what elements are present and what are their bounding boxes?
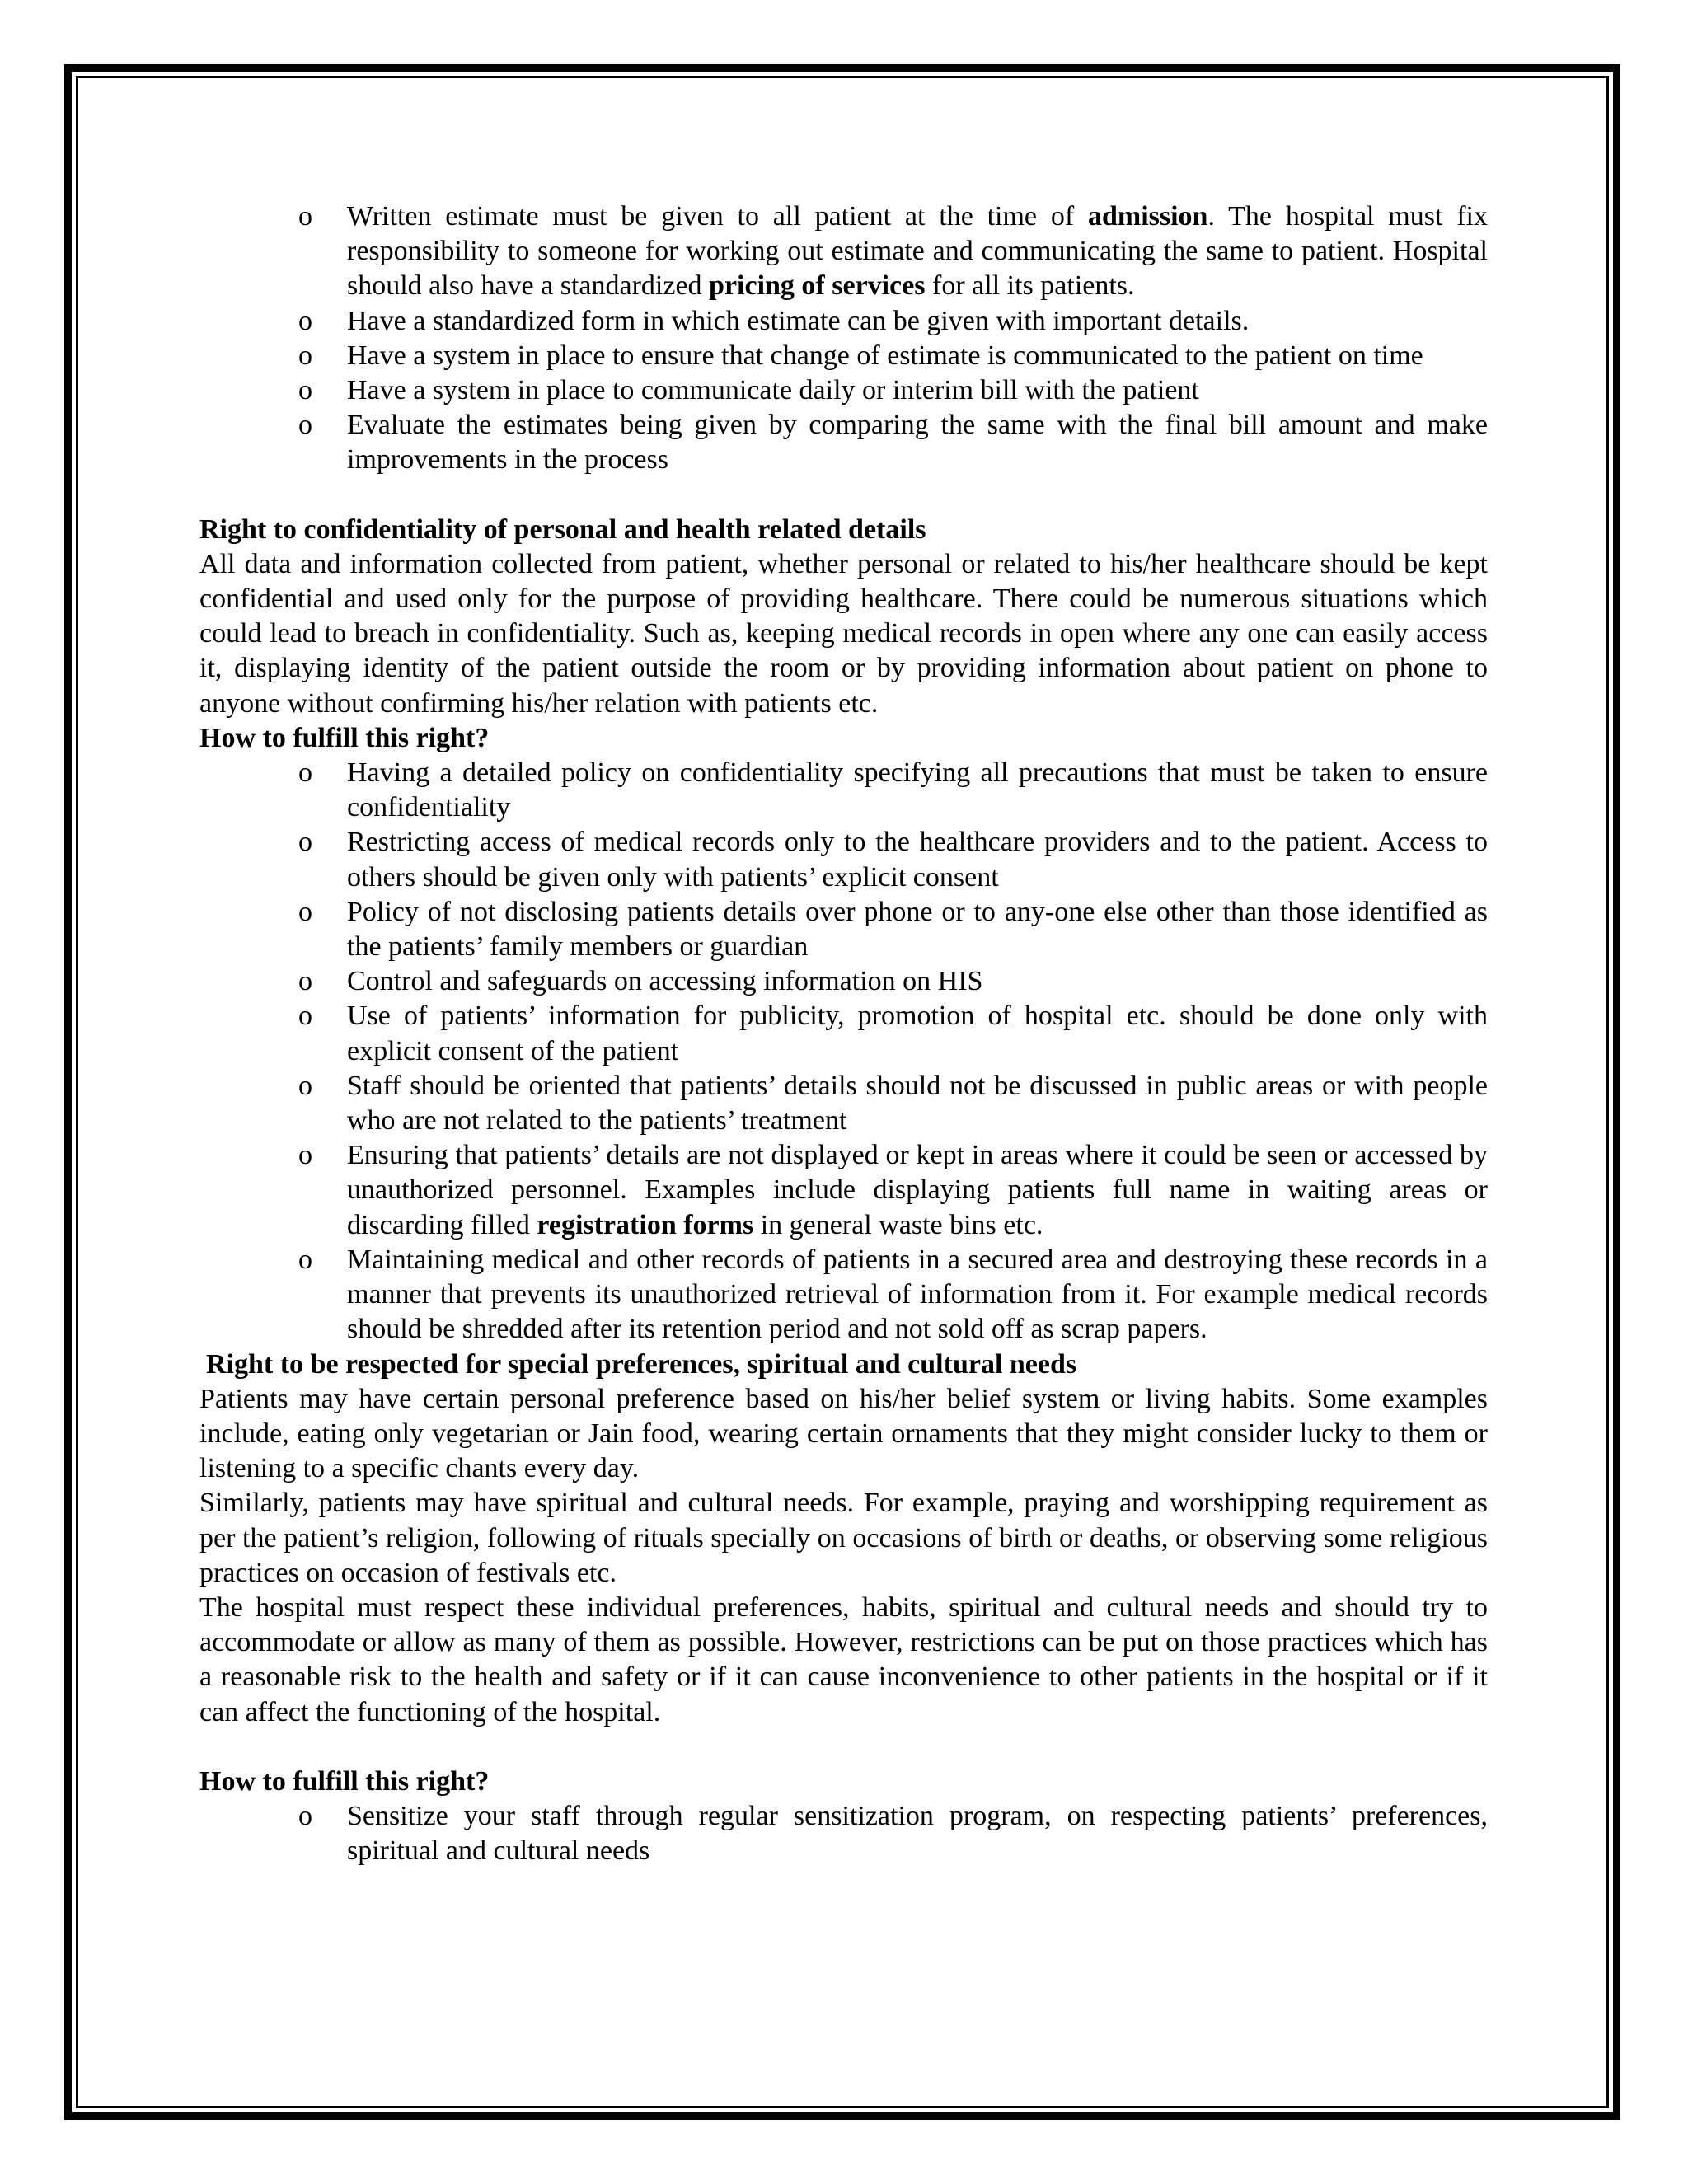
list-item: o Sensitize your staff through regular sensitization program, on respecting patients’ preferences, spiritual and cultural needs xyxy=(298,1800,1488,1867)
preferences-list xyxy=(199,1799,1488,1868)
bullet-icon: o xyxy=(298,1800,312,1831)
list-item: o Policy of not disclosing patients details over phone or to any-one else other than those identified as the patients’ family members or guardian xyxy=(298,896,1488,963)
bullet-icon: o xyxy=(298,1140,312,1171)
section-paragraph: Patients may have certain personal preference based on his/her belief system or living habits. Some examples include, eating only vegetarian or Jain food, wearing certain ornaments that they might consider lucky to them or listening to a specific chants every day. xyxy=(199,1383,1488,1484)
section-heading-preferences: Right to be respected for special preferences, spiritual and cultural needs xyxy=(206,1348,1077,1380)
section-paragraph: Similarly, patients may have spiritual and cultural needs. For example, praying and worshipping requirement as per the patient’s religion, following of rituals specially on occasions of birth or deaths, or observing some religious practices on occasion of festivals etc. xyxy=(199,1488,1488,1588)
spacer xyxy=(199,1730,1488,1765)
spacer xyxy=(199,478,1488,513)
list-item: o Have a standardized form in which estimate can be given with important details. xyxy=(199,304,1488,339)
bullet-icon: o xyxy=(298,410,312,441)
list-item: o Ensuring that patients’ details are not displayed or kept in areas where it could be seen or accessed by unauthorized personnel. Examples include displaying patients full name in waiting areas or discarding filled registration forms in general waste bins etc. xyxy=(298,1140,1488,1240)
list-item: o Having a detailed policy on confidentiality specifying all precautions that must be taken to ensure confidentiality xyxy=(298,757,1488,823)
bullet-icon: o xyxy=(298,305,312,336)
section-heading-confidentiality: Right to confidentiality of personal and health related details xyxy=(199,513,926,545)
list-item: o Staff should be oriented that patients’ details should not be discussed in public areas or with people who are not related to the patients’ treatment xyxy=(298,1070,1488,1137)
section-paragraph: The hospital must respect these individual preferences, habits, spiritual and cultural needs and should try to accommodate or allow as many of them as possible. However, restrictions can be put on those practices which has a reasonable risk to the health and safety or if it can cause inconvenience to other patients in the hospital or if it can affect the functioning of the hospital. xyxy=(199,1591,1488,1727)
bullet-icon: o xyxy=(298,1070,312,1101)
list-item: o Maintaining medical and other records of patients in a secured area and destroying these records in a manner that prevents its unauthorized retrieval of information from it. For example medical records should be shredded after its retention period and not sold off as scrap papers. xyxy=(298,1244,1488,1345)
document-body xyxy=(199,199,1488,1868)
list-item: o Have a system in place to ensure that change of estimate is communicated to the patient on time xyxy=(199,339,1488,373)
section-paragraph: All data and information collected from patient, whether personal or related to his/her healthcare should be kept confidential and used only for the purpose of providing healthcare. There could be numerous situations which could lead to breach in confidentiality. Such as, keeping medical records in open where any one can easily access it, displaying identity of the patient outside the room or by providing information about patient on phone to anyone without confirming his/her relation with patients etc. xyxy=(199,548,1488,719)
bullet-icon: o xyxy=(298,966,312,997)
list-item: o Written estimate must be given to all patient at the time of admission. The hospital must fix responsibility to someone for working out estimate and communicating the same to patient. Hospital should also have a standardized pricing of services for all its patients. xyxy=(298,201,1488,302)
howto-heading: How to fulfill this right? xyxy=(199,1765,490,1797)
confidentiality-list xyxy=(199,756,1488,1347)
list-item: o Use of patients’ information for publicity, promotion of hospital etc. should be done only with explicit consent of the patient xyxy=(298,1001,1488,1066)
bullet-icon: o xyxy=(298,896,312,927)
list-item: o Have a system in place to communicate daily or interim bill with the patient xyxy=(199,373,1488,408)
bullet-icon: o xyxy=(298,1244,312,1275)
list-item: o Evaluate the estimates being given by comparing the same with the final bill amount and make improvements in the process xyxy=(298,410,1488,476)
bullet-icon: o xyxy=(298,827,312,858)
bullet-icon: o xyxy=(298,375,312,406)
list-item: o Restricting access of medical records only to the healthcare providers and to the patient. Access to others should be given only with patients’ explicit consent xyxy=(298,827,1488,893)
bullet-icon: o xyxy=(298,1001,312,1032)
howto-heading: How to fulfill this right? xyxy=(199,722,490,753)
bullet-icon: o xyxy=(298,340,312,371)
list-item: o Control and safeguards on accessing information on HIS xyxy=(199,964,1488,999)
bullet-icon: o xyxy=(298,757,312,789)
bullet-icon: o xyxy=(298,201,312,232)
estimate-list xyxy=(199,199,1488,478)
